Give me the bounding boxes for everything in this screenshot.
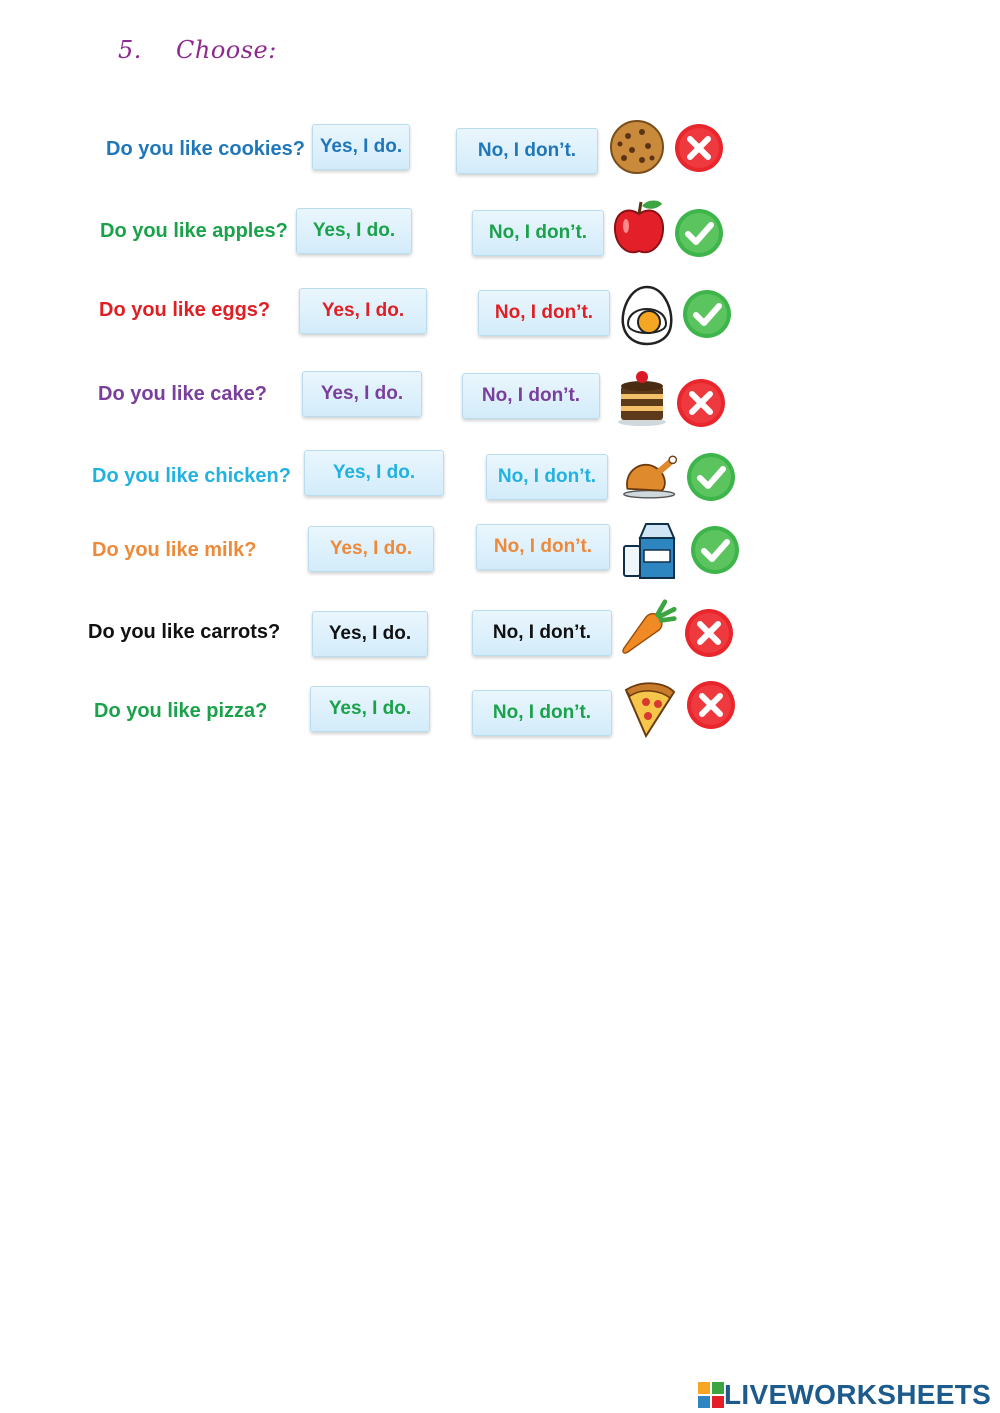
check-mark-icon <box>674 208 724 258</box>
check-mark-icon <box>682 289 732 339</box>
egg-icon <box>618 284 676 346</box>
question-row-chicken <box>0 448 1000 508</box>
yes-answer-button[interactable]: Yes, I do. <box>296 208 412 254</box>
liveworksheets-logo-icon <box>698 1382 724 1408</box>
cross-mark-icon <box>684 608 734 658</box>
question-row-cookies <box>0 122 1000 182</box>
question-row-carrots <box>0 604 1000 664</box>
cake-icon <box>613 366 671 428</box>
question-row-apples <box>0 204 1000 264</box>
apple-icon <box>610 196 668 258</box>
question-text: Do you like apples? <box>100 220 288 242</box>
no-answer-button[interactable]: No, I don’t. <box>486 454 608 500</box>
question-text: Do you like milk? <box>92 539 257 561</box>
question-text: Do you like eggs? <box>99 299 271 321</box>
question-row-pizza <box>0 684 1000 744</box>
question-row-cake <box>0 366 1000 426</box>
no-answer-button[interactable]: No, I don’t. <box>462 373 600 419</box>
yes-answer-button[interactable]: Yes, I do. <box>299 288 427 334</box>
liveworksheets-logo <box>698 1378 991 1412</box>
question-text: Do you like cake? <box>98 383 267 405</box>
cross-mark-icon <box>686 680 736 730</box>
question-text: Do you like carrots? <box>88 621 281 643</box>
yes-answer-button[interactable]: Yes, I do. <box>304 450 444 496</box>
no-answer-button[interactable]: No, I don’t. <box>478 290 610 336</box>
no-answer-button[interactable]: No, I don’t. <box>456 128 598 174</box>
yes-answer-button[interactable]: Yes, I do. <box>312 124 410 170</box>
exercise-heading <box>118 36 277 64</box>
no-answer-button[interactable]: No, I don’t. <box>472 690 612 736</box>
question-text: Do you like cookies? <box>106 138 305 160</box>
yes-answer-button[interactable]: Yes, I do. <box>310 686 430 732</box>
cross-mark-icon <box>676 378 726 428</box>
question-row-eggs <box>0 284 1000 344</box>
no-answer-button[interactable]: No, I don’t. <box>472 610 612 656</box>
carrot-icon <box>620 596 678 658</box>
no-answer-button[interactable]: No, I don’t. <box>476 524 610 570</box>
yes-answer-button[interactable]: Yes, I do. <box>302 371 422 417</box>
exercise-title: Choose: <box>176 36 277 64</box>
pizza-icon <box>620 678 678 740</box>
chicken-icon <box>622 446 680 508</box>
brand-name: LIVEWORKSHEETS <box>724 1379 992 1410</box>
no-answer-button[interactable]: No, I don’t. <box>472 210 604 256</box>
exercise-number: 5. <box>118 36 142 64</box>
yes-answer-button[interactable]: Yes, I do. <box>312 611 428 657</box>
check-mark-icon <box>690 525 740 575</box>
cookie-icon <box>608 116 666 178</box>
question-text: Do you like chicken? <box>92 465 291 487</box>
milk-icon <box>620 518 678 580</box>
cross-mark-icon <box>674 123 724 173</box>
check-mark-icon <box>686 452 736 502</box>
question-row-milk <box>0 522 1000 582</box>
yes-answer-button[interactable]: Yes, I do. <box>308 526 434 572</box>
question-text: Do you like pizza? <box>94 700 268 722</box>
